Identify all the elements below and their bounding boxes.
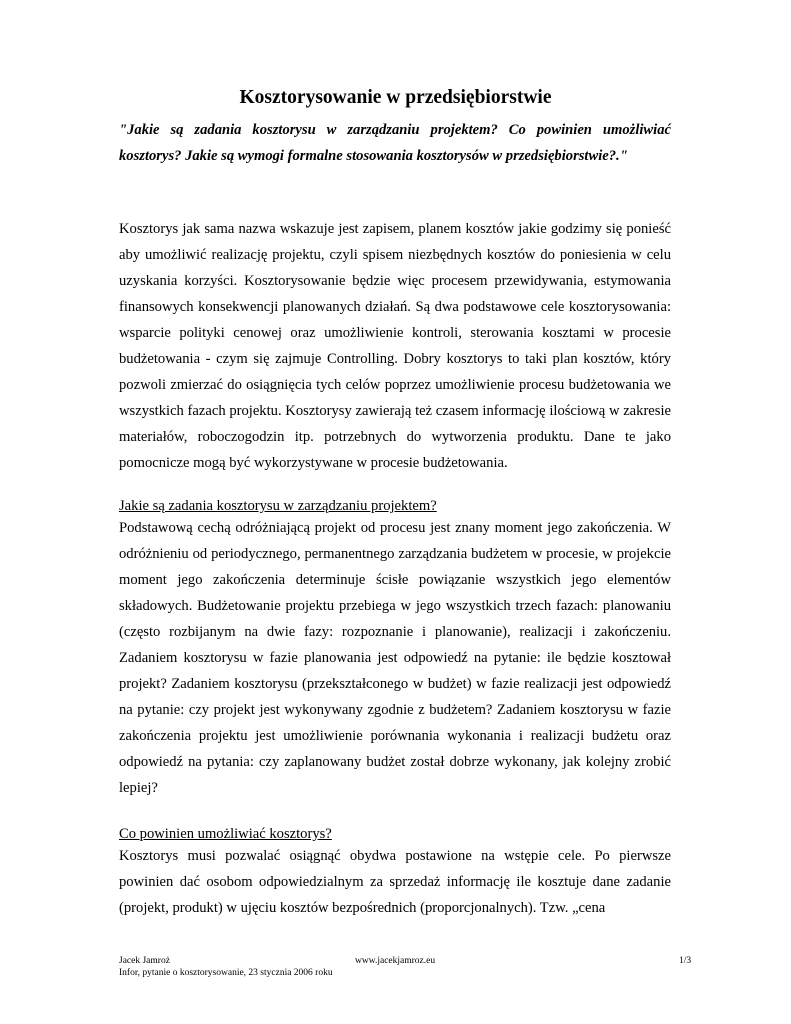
section-heading-tasks: Jakie są zadania kosztorysu w zarządzaniu projektem? bbox=[119, 498, 437, 514]
section-heading-capabilities: Co powinien umożliwiać kosztorys? bbox=[119, 826, 332, 842]
footer-url: www.jacekjamroz.eu bbox=[355, 956, 436, 966]
footer-page-number: 1/3 bbox=[679, 956, 692, 966]
section-body-capabilities: Kosztorys musi pozwalać osiągnąć obydwa postawione na wstępie cele. Po pierwsze powinien dać osobom odpowiedzialnym za sprzedaż informację ile kosztuje dane zadanie (projekt, produkt) w ujęciu kosztów bezpośrednich (proporcjonalnych). Tzw. „cena bbox=[119, 848, 671, 916]
document-title: Kosztorysowanie w przedsiębiorstwie bbox=[239, 87, 552, 108]
footer-info: Infor, pytanie o kosztorysowanie, 23 stycznia 2006 roku bbox=[119, 968, 333, 978]
document-subtitle: "Jakie są zadania kosztorysu w zarządzaniu projektem? Co powinien umożliwiać kosztorys? Jakie są wymogi formalne stosowania kosztorysów w przedsiębiorstwie?." bbox=[119, 122, 671, 164]
section-body-tasks: Podstawową cechą odróżniającą projekt od procesu jest znany moment jego zakończenia. W odróżnieniu od periodycznego, permanentnego zarządzania budżetem w procesie, w projekcie moment jego zakończenia determinuje ścisłe powiązanie wszystkich jego elementów składowych. Budżetowanie projektu przebiega w jego wszystkich trzech fazach: planowaniu (często rozbijanym na dwie fazy: rozpoznanie i planowanie), realizacji i zakończeniu. Zadaniem kosztorysu w fazie planowania jest odpowiedź na pytanie: ile będzie kosztował projekt? Zadaniem kosztorysu (przekształconego w budżet) w fazie realizacji jest odpowiedź na pytanie: czy projekt jest wykonywany zgodnie z budżetem? Zadaniem kosztorysu w fazie zakończenia projektu jest umożliwienie porównania wykonania i realizacji budżetu oraz odpowiedź na pytania: czy zaplanowany budżet został dobrze wykonany, jak kolejny zrobić lepiej? bbox=[119, 520, 671, 796]
intro-paragraph: Kosztorys jak sama nazwa wskazuje jest zapisem, planem kosztów jakie godzimy się ponieść aby umożliwić realizację projektu, czyli spisem niezbędnych kosztów do poniesienia w celu uzyskania korzyści. Kosztorysowanie będzie więc procesem przewidywania, estymowania finansowych konsekwencji planowanych działań. Są dwa podstawowe cele kosztorysowania: wsparcie polityki cenowej oraz umożliwienie kontroli, sterowania kosztami w procesie budżetowania - czym się zajmuje Controlling. Dobry kosztorys to taki plan kosztów, który pozwoli zmierzać do osiągnięcia tych celów poprzez umożliwienie procesu budżetowania we wszystkich fazach projektu. Kosztorysy zawierają też czasem informację ilościową w zakresie materiałów, roboczogodzin itp. potrzebnych do wytworzenia produktu. Dane te jako pomocnicze mogą być wykorzystywane w procesie budżetowania. bbox=[119, 221, 671, 471]
footer-author: Jacek Jamroż bbox=[119, 956, 170, 966]
